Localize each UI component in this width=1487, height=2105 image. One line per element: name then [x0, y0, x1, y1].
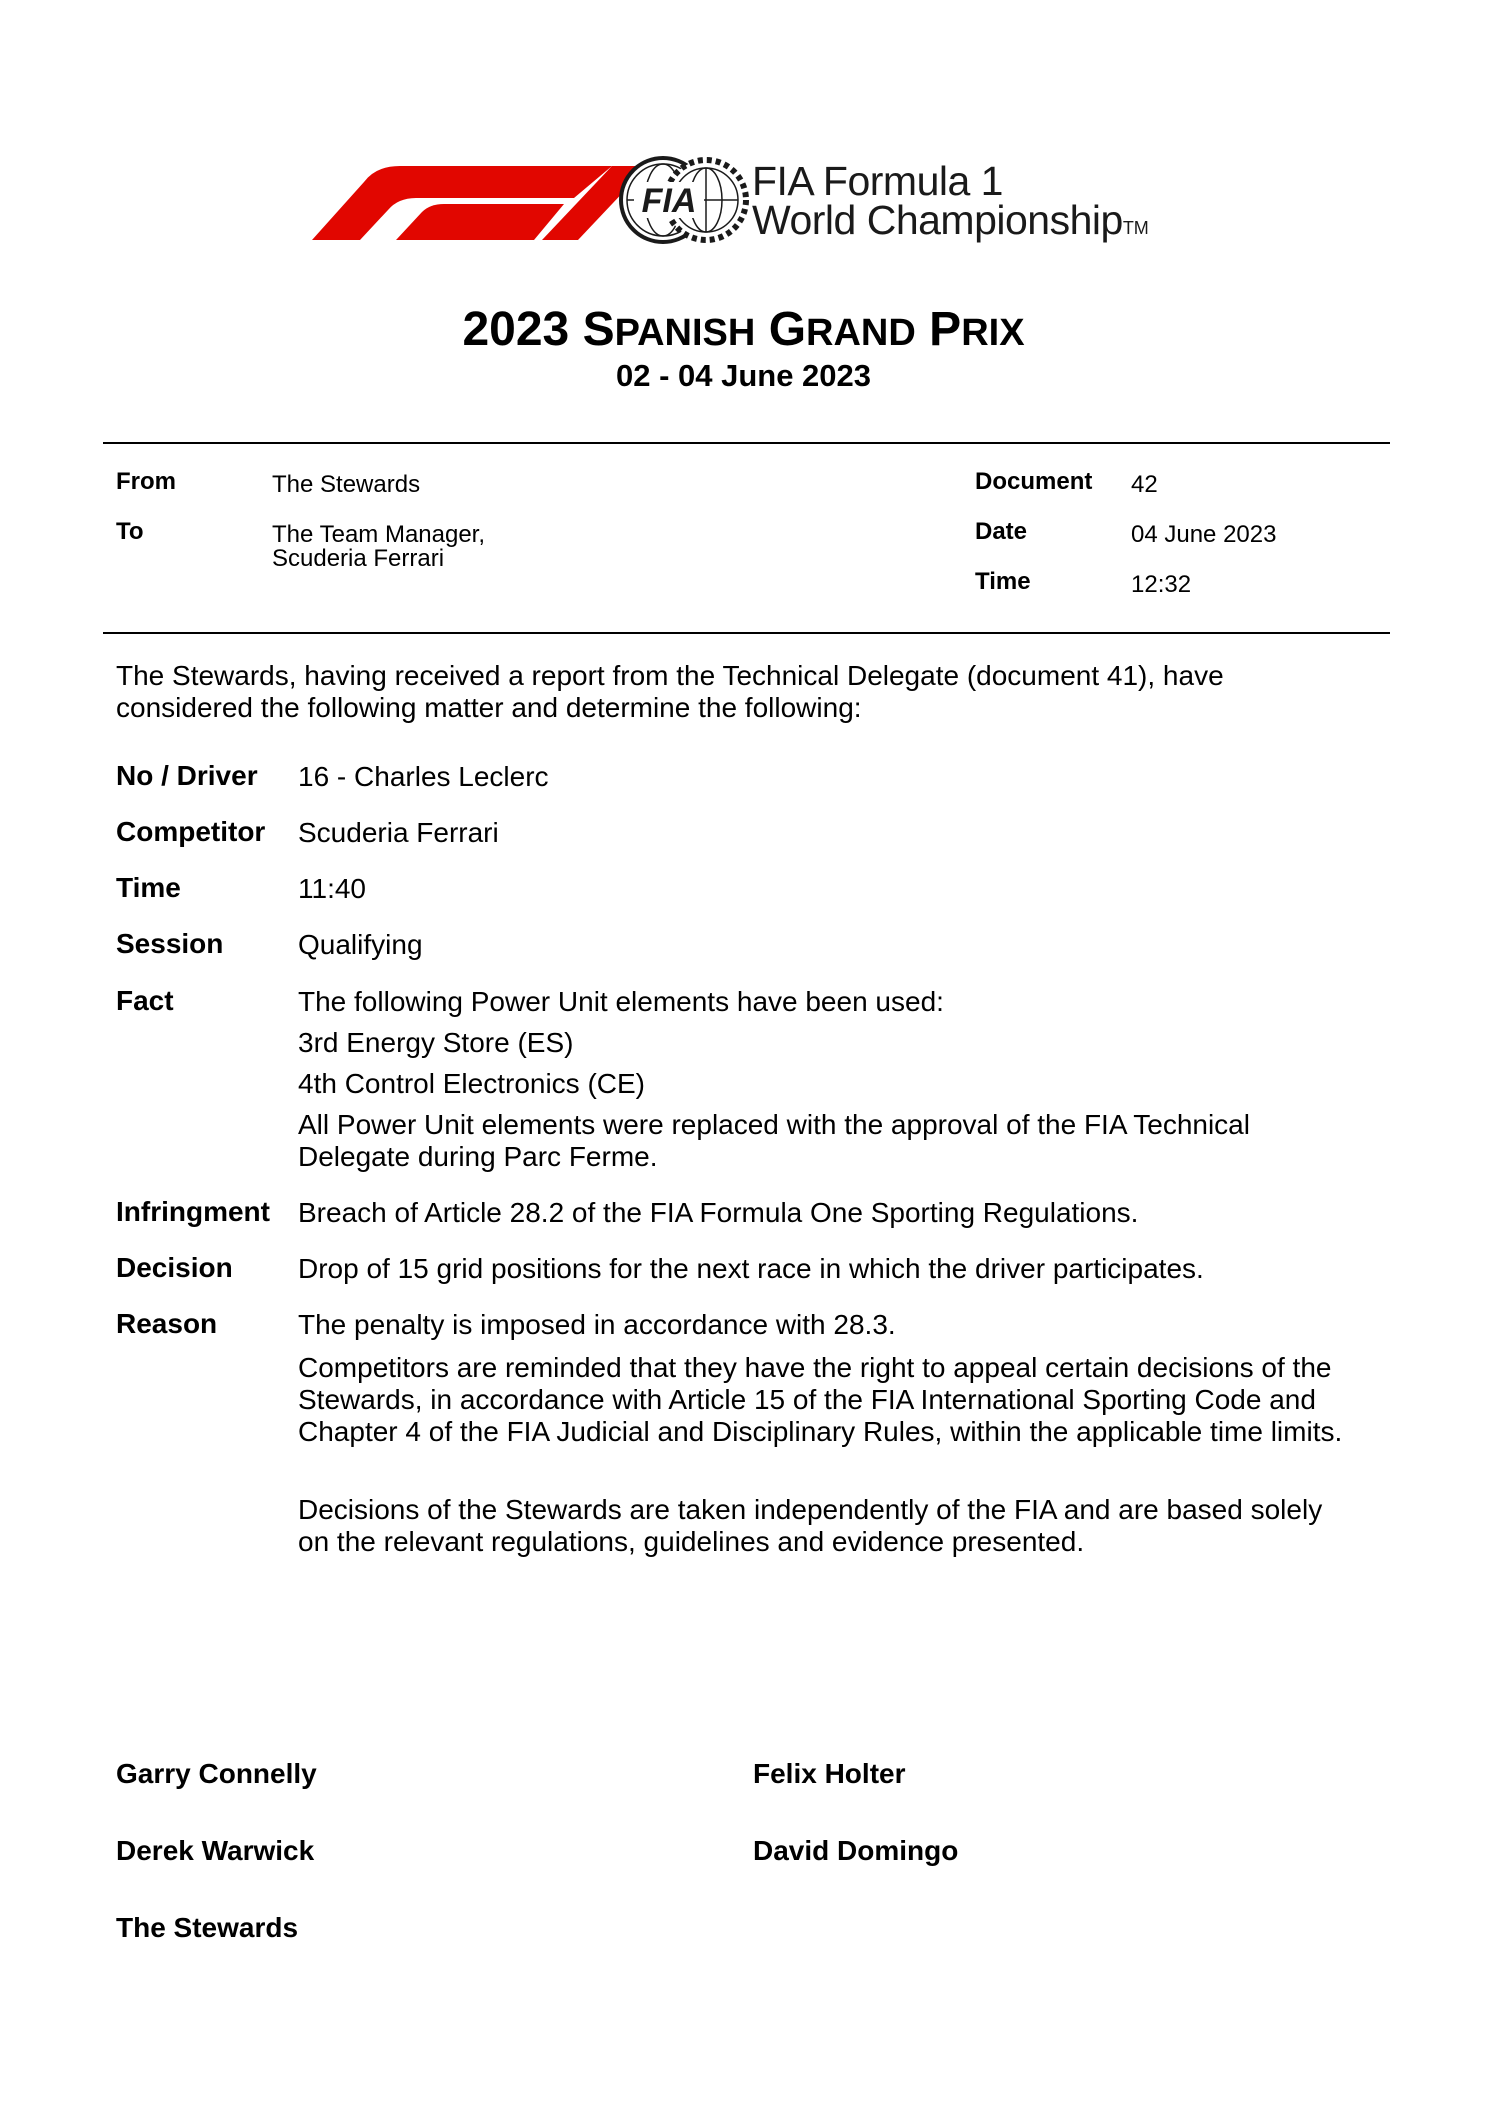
competitor-value: Scuderia Ferrari [298, 817, 499, 848]
logo-line1: FIA Formula 1 [752, 158, 1003, 204]
steward-signature-2: Felix Holter [753, 1758, 906, 1789]
logo-text [752, 158, 1149, 248]
infringement-label: Infringment [116, 1196, 270, 1227]
session-time-label: Time [116, 872, 181, 903]
fact-line-2: 3rd Energy Store (ES) [298, 1027, 574, 1058]
session-value: Qualifying [298, 929, 423, 960]
from-value: The Stewards [272, 471, 421, 498]
fact-line-3: 4th Control Electronics (CE) [298, 1068, 646, 1099]
page-title: 2023 SPANISH GRAND PRIX [462, 303, 1025, 356]
fact-label: Fact [116, 985, 174, 1016]
fia-mark-text: FIA [641, 182, 697, 220]
date-label: Date [975, 518, 1028, 545]
steward-signature-3: Derek Warwick [116, 1835, 315, 1866]
from-label: From [116, 468, 176, 495]
reason-line-3: Decisions of the Stewards are taken independently of the FIA and are based solely on the relevant regulations, guidelines and evidence presented. [298, 1494, 1323, 1557]
infringement-value: Breach of Article 28.2 of the FIA Formula One Sporting Regulations. [298, 1197, 1139, 1228]
driver-label: No / Driver [116, 760, 258, 791]
fact-line-4: All Power Unit elements were replaced with the approval of the FIA Technical Delegate during Parc Ferme. [298, 1109, 1250, 1172]
reason-line-1: The penalty is imposed in accordance with 28.3. [298, 1309, 896, 1340]
steward-signature-4: David Domingo [753, 1835, 959, 1866]
trademark-mark: TM [1122, 218, 1149, 238]
bottom-divider [103, 632, 1390, 634]
reason-label: Reason [116, 1308, 218, 1339]
to-value-line1: The Team Manager, [272, 521, 486, 548]
intro-paragraph: The Stewards, having received a report from the Technical Delegate (document 41), have considered the following matter and determine the following: [116, 660, 1224, 723]
steward-signature-1: Garry Connelly [116, 1758, 317, 1789]
reason-line-2: Competitors are reminded that they have the right to appeal certain decisions of the Stewards, in accordance with Article 15 of the FIA International Sporting Code and Chapter 4 of the FIA Judicial and Disciplinary Rules, within the applicable time limits. [298, 1352, 1343, 1447]
document-label: Document [975, 468, 1093, 495]
time-value: 12:32 [1131, 571, 1192, 598]
to-label: To [116, 518, 144, 545]
f1-fia-logo [312, 152, 1212, 252]
event-dates: 02 - 04 June 2023 [615, 358, 872, 393]
session-time-value: 11:40 [298, 873, 366, 904]
logo-line2: World ChampionshipTM [752, 197, 1149, 243]
decision-value: Drop of 15 grid positions for the next race in which the driver participates. [298, 1253, 1204, 1284]
to-value-line2: Scuderia Ferrari [272, 545, 445, 572]
time-label: Time [975, 568, 1031, 595]
f1-logo-icon [312, 152, 752, 252]
fact-line-1: The following Power Unit elements have been used: [298, 986, 944, 1017]
date-value: 04 June 2023 [1131, 521, 1277, 548]
decision-label: Decision [116, 1252, 233, 1283]
competitor-label: Competitor [116, 816, 266, 847]
driver-value: 16 - Charles Leclerc [298, 761, 549, 792]
session-label: Session [116, 928, 224, 959]
stewards-closing: The Stewards [116, 1912, 299, 1943]
top-divider [103, 442, 1390, 444]
document-value: 42 [1131, 471, 1158, 498]
